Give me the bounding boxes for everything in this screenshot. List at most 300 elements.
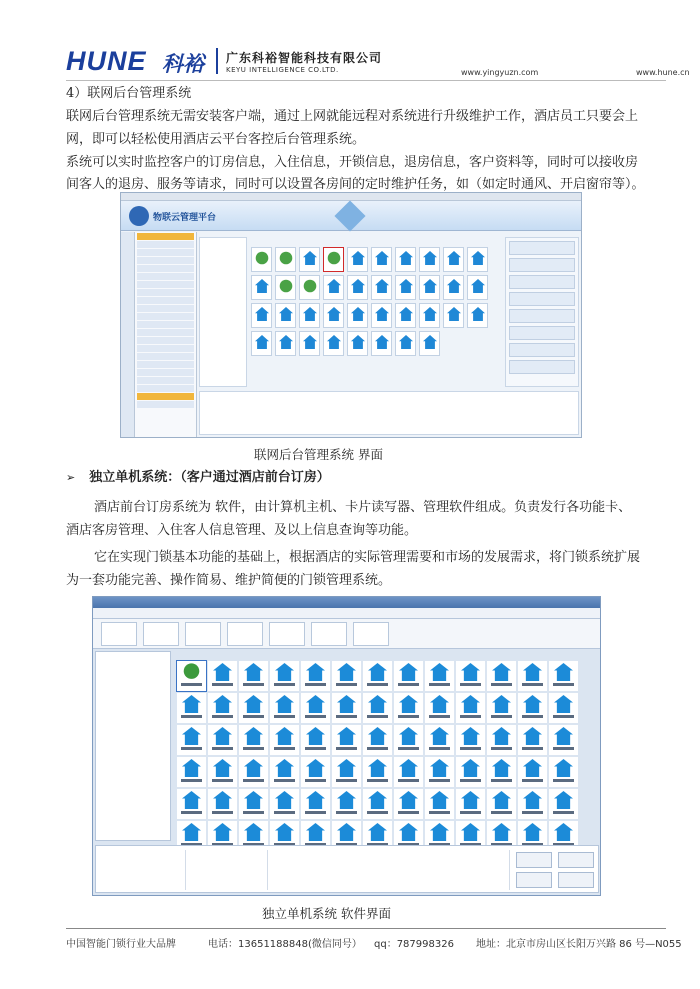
room-cell <box>270 693 299 723</box>
room-label <box>553 715 574 718</box>
room-cell <box>347 247 368 272</box>
room-label <box>553 811 574 814</box>
room-cell <box>443 303 464 328</box>
room-icon <box>368 727 387 745</box>
platform-nav-menu <box>135 232 197 437</box>
room-icon <box>351 251 365 265</box>
room-cell <box>239 725 268 755</box>
room-icon <box>351 307 365 321</box>
room-cell <box>332 725 361 755</box>
room-label <box>398 779 419 782</box>
room-label <box>367 683 388 686</box>
room-cell <box>549 693 578 723</box>
room-cell <box>518 725 547 755</box>
room-icon <box>368 695 387 713</box>
action-button <box>509 343 575 357</box>
room-icon <box>337 727 356 745</box>
room-icon <box>337 663 356 681</box>
room-icon <box>399 663 418 681</box>
room-icon <box>255 279 269 293</box>
room-cell <box>394 725 423 755</box>
room-cell <box>323 331 344 356</box>
room-icon <box>182 663 201 681</box>
nav-row <box>137 385 194 392</box>
room-label <box>336 683 357 686</box>
room-cell <box>456 693 485 723</box>
room-cell <box>425 725 454 755</box>
room-cell <box>270 789 299 819</box>
nav-row <box>137 377 194 384</box>
status-panel <box>95 845 599 893</box>
room-label <box>305 779 326 782</box>
room-cell <box>275 247 296 272</box>
room-icon <box>368 791 387 809</box>
room-icon <box>471 307 485 321</box>
room-icon <box>471 279 485 293</box>
room-cell <box>323 303 344 328</box>
paragraph-text: 间客人的退房、服务等请求，同时可以设置各房间的定时维护任务，如（如定时通风、开启窗帘等）。 <box>66 177 645 192</box>
room-icon <box>423 307 437 321</box>
nav-row <box>137 345 194 352</box>
paragraph-text: 酒店前台订房系统为 软件，由计算机主机、卡片读写器、管理软件组成。负责发行各功能卡、 <box>94 500 632 515</box>
room-icon <box>306 823 325 841</box>
room-cell <box>270 757 299 787</box>
room-cell <box>443 275 464 300</box>
room-cell <box>301 693 330 723</box>
nav-row <box>137 249 194 256</box>
room-icon <box>182 759 201 777</box>
room-label <box>336 747 357 750</box>
room-icon <box>244 695 263 713</box>
room-icon <box>461 791 480 809</box>
room-icon <box>554 663 573 681</box>
toolbar-button <box>185 622 221 646</box>
room-cell <box>177 789 206 819</box>
room-cell <box>251 247 272 272</box>
room-cell <box>549 661 578 691</box>
room-icon <box>213 823 232 841</box>
room-cell <box>347 275 368 300</box>
room-icon <box>492 695 511 713</box>
paragraph-text: 联网后台管理系统无需安装客户端，通过上网就能远程对系统进行升级维护工作，酒店员工只要会上 <box>66 109 639 124</box>
room-label <box>243 811 264 814</box>
room-cell <box>487 661 516 691</box>
room-label <box>305 683 326 686</box>
nav-row <box>137 393 194 400</box>
room-label <box>243 779 264 782</box>
room-cell <box>549 757 578 787</box>
window-title-bar <box>93 597 600 608</box>
room-cell <box>456 725 485 755</box>
room-cell <box>251 303 272 328</box>
room-icon <box>375 335 389 349</box>
room-cell <box>275 275 296 300</box>
room-icon <box>447 279 461 293</box>
room-icon <box>303 307 317 321</box>
room-cell <box>549 725 578 755</box>
action-button <box>509 241 575 255</box>
room-label <box>367 747 388 750</box>
room-icon <box>399 251 413 265</box>
room-icon <box>255 251 269 265</box>
room-cell <box>487 693 516 723</box>
room-cell <box>425 661 454 691</box>
bullet-heading-text: 独立单机系统：（客户通过酒店前台订房） <box>89 470 330 485</box>
browser-toolbar <box>121 193 581 201</box>
room-icon <box>306 663 325 681</box>
footer-address: 地址：北京市房山区长阳万兴路 86 号—N055 <box>476 939 682 950</box>
room-cell <box>208 661 237 691</box>
room-icon <box>275 791 294 809</box>
room-grid <box>251 247 501 356</box>
room-label <box>429 683 450 686</box>
room-cell <box>177 661 206 691</box>
action-button <box>509 360 575 374</box>
room-label <box>553 779 574 782</box>
paragraph-text: 它在实现门锁基本功能的基础上，根据酒店的实际管理需要和市场的发展需求，将门锁系统扩展 <box>94 550 641 565</box>
room-icon <box>275 695 294 713</box>
nav-row <box>137 401 194 408</box>
room-cell <box>332 693 361 723</box>
room-icon <box>399 823 418 841</box>
room-icon <box>492 791 511 809</box>
room-cell <box>363 725 392 755</box>
room-label <box>522 715 543 718</box>
room-cell <box>363 789 392 819</box>
room-icon <box>523 695 542 713</box>
room-icon <box>399 759 418 777</box>
room-detail <box>270 850 510 890</box>
nav-row <box>137 321 194 328</box>
room-cell <box>419 275 440 300</box>
room-label <box>305 811 326 814</box>
room-cell <box>518 757 547 787</box>
room-label <box>460 747 481 750</box>
room-cell <box>467 247 488 272</box>
room-label <box>367 779 388 782</box>
room-icon <box>492 663 511 681</box>
room-icon <box>399 791 418 809</box>
room-icon <box>399 279 413 293</box>
room-label <box>460 683 481 686</box>
room-icon <box>337 695 356 713</box>
booking-summary <box>188 850 268 890</box>
room-icon <box>213 663 232 681</box>
room-cell <box>419 303 440 328</box>
room-cell <box>323 275 344 300</box>
room-icon <box>279 307 293 321</box>
footer-brand: 中国智能门锁行业大品牌 <box>66 939 176 950</box>
room-icon <box>182 727 201 745</box>
room-cell <box>518 693 547 723</box>
nav-row <box>137 281 194 288</box>
room-cell <box>371 247 392 272</box>
room-label <box>212 715 233 718</box>
nav-row <box>137 289 194 296</box>
floor-tree <box>95 651 171 841</box>
nav-row <box>137 353 194 360</box>
nav-row <box>137 337 194 344</box>
room-label <box>274 683 295 686</box>
exit-button <box>558 872 594 888</box>
room-label <box>398 715 419 718</box>
room-icon <box>447 307 461 321</box>
room-icon <box>423 251 437 265</box>
room-cell <box>275 303 296 328</box>
room-label <box>336 811 357 814</box>
room-icon <box>306 759 325 777</box>
room-cell <box>251 331 272 356</box>
room-icon <box>275 823 294 841</box>
room-cell <box>270 725 299 755</box>
room-label <box>181 811 202 814</box>
nav-row <box>137 297 194 304</box>
room-icon <box>430 759 449 777</box>
room-icon <box>337 823 356 841</box>
room-icon <box>430 823 449 841</box>
paragraph-text: 酒店客房管理、入住客人信息管理、及以上信息查询等功能。 <box>66 523 418 538</box>
room-icon <box>306 727 325 745</box>
room-cell <box>239 789 268 819</box>
room-cell <box>371 331 392 356</box>
room-icon <box>461 663 480 681</box>
room-icon <box>554 727 573 745</box>
platform-logo-icon <box>129 206 149 226</box>
paragraph-text: 系统可以实时监控客户的订房信息，入住信息，开锁信息，退房信息，客户资料等，同时可以接收房 <box>66 155 639 170</box>
room-icon <box>461 823 480 841</box>
room-icon <box>461 695 480 713</box>
figure-caption: 独立单机系统 软件界面 <box>262 906 391 921</box>
nav-row <box>137 329 194 336</box>
room-icon <box>213 759 232 777</box>
paragraph-text: 为一套功能完善、操作简易、维护简便的门锁管理系统。 <box>66 573 392 588</box>
room-cell <box>299 275 320 300</box>
room-cell <box>456 757 485 787</box>
footer-qq: qq：787998326 <box>374 939 454 950</box>
platform-banner <box>121 201 581 231</box>
action-panel <box>505 237 579 387</box>
room-label <box>429 779 450 782</box>
room-label <box>522 683 543 686</box>
room-icon <box>244 823 263 841</box>
room-icon <box>368 823 387 841</box>
company-name-cn: 广东科裕智能科技有限公司 <box>226 51 383 65</box>
bullet-arrow-icon: ➢ <box>66 471 76 484</box>
room-icon <box>430 791 449 809</box>
room-icon <box>492 759 511 777</box>
room-label <box>336 715 357 718</box>
room-label <box>522 779 543 782</box>
room-icon <box>303 335 317 349</box>
room-label <box>243 715 264 718</box>
room-cell <box>299 331 320 356</box>
room-label <box>553 747 574 750</box>
header-url: www.yingyuzn.com <box>461 68 539 77</box>
room-label <box>181 683 202 686</box>
room-label <box>398 683 419 686</box>
room-icon <box>399 727 418 745</box>
room-label <box>491 747 512 750</box>
room-icon <box>182 695 201 713</box>
building-tree <box>199 237 247 387</box>
room-cell <box>299 247 320 272</box>
company-name-en: KEYU INTELLIGENCE CO.LTD. <box>226 66 339 74</box>
room-icon <box>213 727 232 745</box>
room-cell <box>239 693 268 723</box>
room-label <box>181 715 202 718</box>
action-button <box>509 258 575 272</box>
room-icon <box>327 335 341 349</box>
room-label <box>336 779 357 782</box>
room-icon <box>306 695 325 713</box>
room-cell <box>518 661 547 691</box>
room-icon <box>423 335 437 349</box>
nav-row <box>137 313 194 320</box>
room-label <box>212 779 233 782</box>
banner-emblem-icon <box>334 200 365 231</box>
room-cell <box>332 661 361 691</box>
nav-row <box>137 233 194 240</box>
room-label <box>460 779 481 782</box>
toolbar-button <box>101 622 137 646</box>
nav-row <box>137 241 194 248</box>
room-cell <box>395 331 416 356</box>
page-header <box>66 44 690 80</box>
room-label <box>398 747 419 750</box>
room-cell <box>301 661 330 691</box>
room-icon <box>523 663 542 681</box>
room-icon <box>279 279 293 293</box>
room-cell <box>487 789 516 819</box>
cloud-platform-screenshot <box>120 192 582 438</box>
room-cell <box>363 661 392 691</box>
nav-row <box>137 369 194 376</box>
room-cell <box>394 693 423 723</box>
room-cell <box>301 789 330 819</box>
room-cell <box>177 757 206 787</box>
room-icon <box>461 759 480 777</box>
room-cell <box>425 693 454 723</box>
room-status-legend <box>96 850 186 890</box>
room-label <box>522 811 543 814</box>
action-button <box>509 309 575 323</box>
room-icon <box>244 759 263 777</box>
room-icon <box>351 279 365 293</box>
figure-caption: 联网后台管理系统 界面 <box>254 447 383 462</box>
room-icon <box>327 307 341 321</box>
room-cell <box>443 247 464 272</box>
room-label <box>274 811 295 814</box>
room-cell <box>371 303 392 328</box>
room-icon <box>375 251 389 265</box>
room-cell <box>208 693 237 723</box>
room-label <box>212 811 233 814</box>
room-icon <box>492 823 511 841</box>
room-cell <box>371 275 392 300</box>
checkout-button <box>516 852 552 868</box>
room-icon <box>182 791 201 809</box>
room-icon <box>244 791 263 809</box>
room-icon <box>351 335 365 349</box>
room-cell <box>419 247 440 272</box>
room-cell <box>394 757 423 787</box>
nav-row <box>137 305 194 312</box>
room-cell <box>363 757 392 787</box>
room-icon <box>375 307 389 321</box>
room-icon <box>430 727 449 745</box>
room-label <box>398 811 419 814</box>
nav-row <box>137 265 194 272</box>
room-icon <box>213 791 232 809</box>
room-icon <box>368 759 387 777</box>
room-cell <box>323 247 344 272</box>
room-cell <box>467 275 488 300</box>
nav-row <box>137 257 194 264</box>
room-icon <box>275 759 294 777</box>
room-label <box>429 811 450 814</box>
paragraph-text: 网，即可以轻松使用酒店云平台客控后台管理系统。 <box>66 132 366 147</box>
room-icon <box>430 695 449 713</box>
room-cell <box>301 757 330 787</box>
room-icon <box>337 759 356 777</box>
room-cell <box>456 661 485 691</box>
renew-button <box>558 852 594 868</box>
room-icon <box>554 695 573 713</box>
room-cell <box>275 331 296 356</box>
room-icon <box>554 791 573 809</box>
room-cell <box>347 303 368 328</box>
action-button <box>509 275 575 289</box>
room-cell <box>301 725 330 755</box>
room-cell <box>395 275 416 300</box>
room-cell <box>549 789 578 819</box>
room-icon <box>327 251 341 265</box>
room-cell <box>467 303 488 328</box>
bullet-heading <box>66 467 330 489</box>
room-cell <box>251 275 272 300</box>
standalone-software-screenshot <box>92 596 601 896</box>
company-logo: HUNE <box>66 46 147 76</box>
room-icon <box>399 695 418 713</box>
room-icon <box>275 663 294 681</box>
toolbar-button <box>143 622 179 646</box>
room-label <box>491 779 512 782</box>
room-label <box>212 683 233 686</box>
room-cell <box>419 331 440 356</box>
room-icon <box>244 727 263 745</box>
room-icon <box>279 251 293 265</box>
room-icon <box>492 727 511 745</box>
room-icon <box>275 727 294 745</box>
room-icon <box>554 823 573 841</box>
room-cell <box>487 725 516 755</box>
menu-bar <box>93 608 600 619</box>
room-icon <box>554 759 573 777</box>
room-cell <box>425 757 454 787</box>
room-label <box>429 747 450 750</box>
room-label <box>522 747 543 750</box>
room-icon <box>399 307 413 321</box>
company-logo-cn: 科裕 <box>162 52 204 76</box>
footer-divider <box>66 928 666 929</box>
room-label <box>305 747 326 750</box>
room-label <box>367 811 388 814</box>
side-strip <box>121 232 135 437</box>
room-label <box>460 715 481 718</box>
room-icon <box>255 335 269 349</box>
room-label <box>491 811 512 814</box>
room-cell <box>394 789 423 819</box>
